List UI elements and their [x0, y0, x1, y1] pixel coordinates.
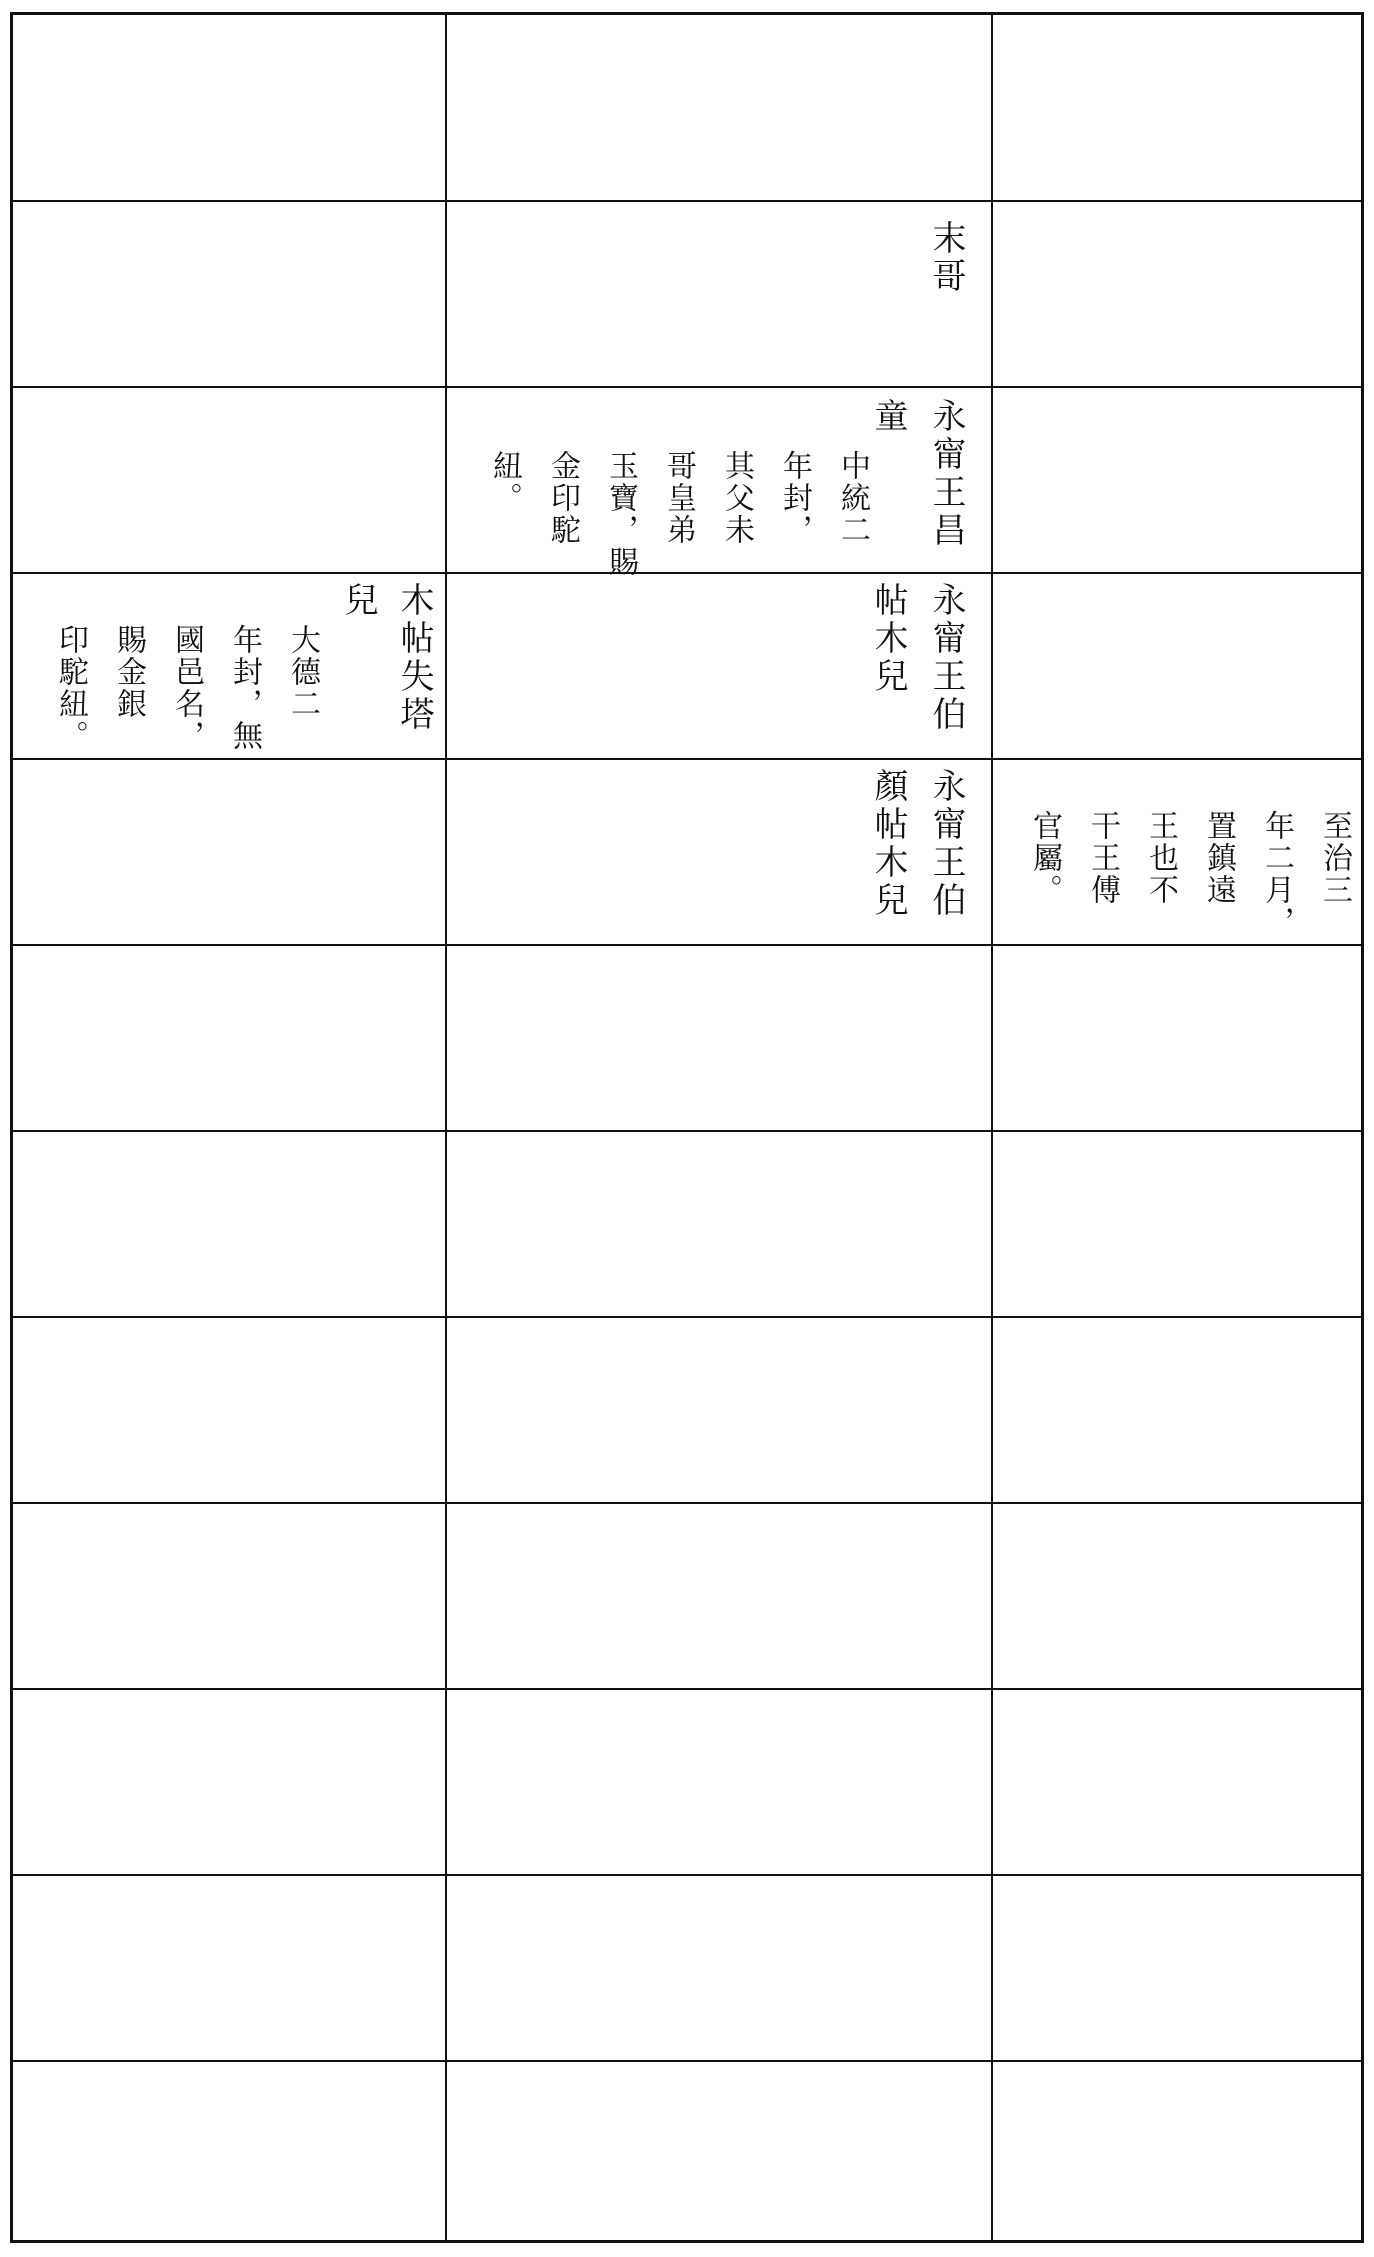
cell-text: 帖木兒 [868, 582, 908, 696]
cell-text: 末哥 [926, 220, 966, 296]
cell-note: 年二月， [1259, 810, 1294, 938]
genealogy-table [10, 12, 1364, 2243]
cell-note: 干王傅 [1085, 810, 1120, 906]
cell-note: 印駝紐。 [53, 624, 88, 752]
table-cell [993, 760, 1361, 944]
cell-text: 永甯王昌 [926, 398, 966, 550]
row-divider [13, 1502, 1361, 1504]
table-cell [447, 202, 991, 386]
cell-text: 木帖失塔 [394, 582, 434, 734]
row-divider [13, 1688, 1361, 1690]
cell-note: 紐。 [487, 450, 522, 514]
cell-note: 至治三 [1317, 810, 1352, 906]
row-divider [13, 944, 1361, 946]
cell-note: 年封，無 [227, 624, 262, 752]
cell-note: 年封， [777, 450, 812, 546]
cell-note: 中統二 [835, 450, 870, 546]
row-divider [13, 1130, 1361, 1132]
cell-text: 兒 [338, 582, 378, 620]
cell-note: 國邑名， [169, 624, 204, 752]
row-divider [13, 1874, 1361, 1876]
cell-note: 其父未 [719, 450, 754, 546]
cell-note: 賜金銀 [111, 624, 146, 720]
cell-note: 金印駝 [545, 450, 580, 546]
table-cell [447, 388, 991, 578]
cell-note: 置鎮遠 [1201, 810, 1236, 906]
column-divider [991, 15, 993, 2240]
cell-text: 顏帖木兒 [868, 768, 908, 920]
cell-text: 童 [868, 398, 908, 436]
row-divider [13, 1316, 1361, 1318]
cell-note: 哥皇弟 [661, 450, 696, 546]
table-cell [447, 574, 991, 758]
cell-text: 永甯王伯 [926, 768, 966, 920]
table-cell [447, 760, 991, 944]
table-cell [13, 574, 445, 758]
cell-note: 大德二 [285, 624, 320, 720]
row-divider [13, 2060, 1361, 2062]
cell-note: 玉寶，賜 [603, 450, 638, 578]
cell-note: 王也不 [1143, 810, 1178, 906]
cell-text: 永甯王伯 [926, 582, 966, 734]
cell-note: 官屬。 [1027, 810, 1062, 906]
